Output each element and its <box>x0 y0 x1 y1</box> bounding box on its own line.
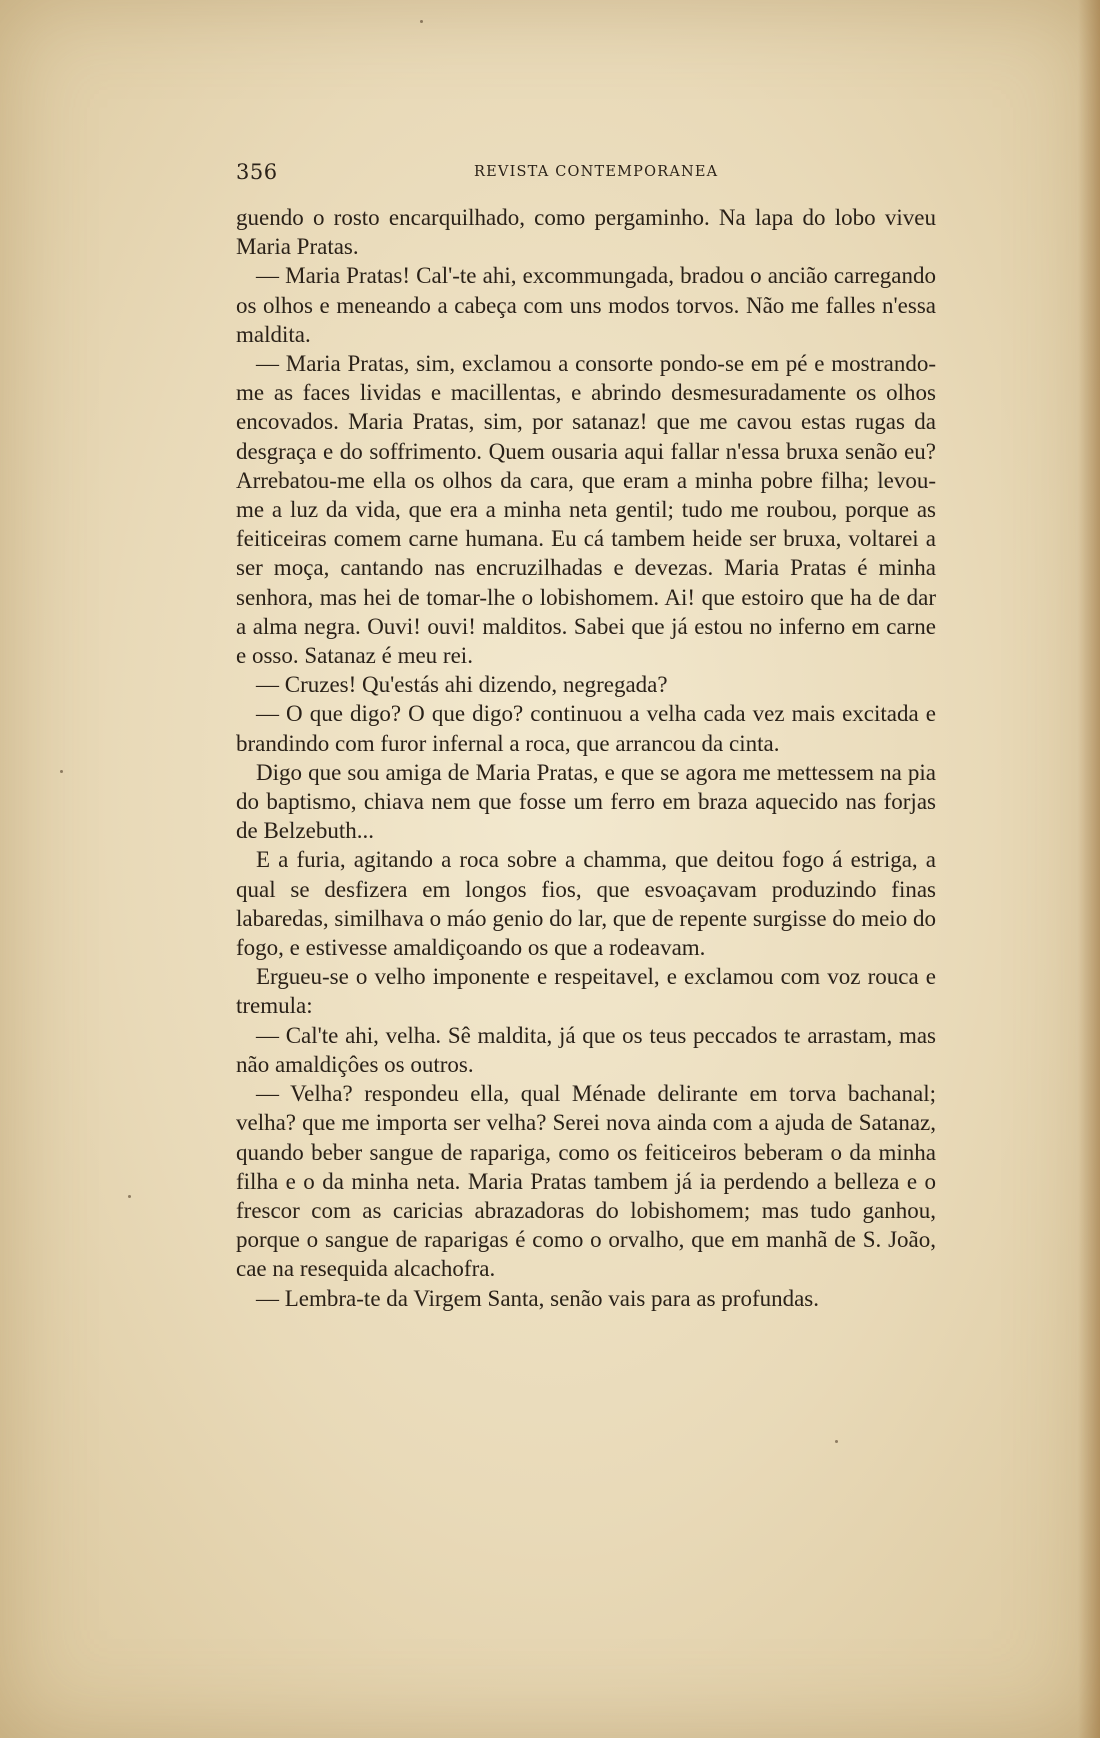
paragraph: — Lembra-te da Virgem Santa, senão vais para as profundas. <box>256 1285 820 1311</box>
paper-speck <box>128 1195 131 1198</box>
paragraph: — Maria Pratas! Cal'-te ahi, excommungada, bradou o ancião carregando os olhos e meneando a cabeça com uns modos torvos. Não me falles n'essa maldita. <box>236 263 936 347</box>
paragraph: — Maria Pratas, sim, exclamou a consorte pondo-se em pé e mostrando-me as faces lividas e macillentas, e abrindo desmesuradamente os olhos encovados. Maria Pratas, sim, por satanaz! que me cavou estas rugas da desgraça e do soffrimento. Quem ousaria aqui fallar n'essa bruxa senão eu? Arrebatou-me ella os olhos da cara, que eram a minha pobre filha; levou-me a luz da vida, que era a minha neta gentil; tudo me roubou, porque as feiticeiras comem carne humana. Eu cá tambem heide ser bruxa, voltarei a ser moça, cantando nas encruzilhadas e devezas. Maria Pratas é minha senhora, mas hei de tomar-lhe o lobishomem. Ai! que estoiro que ha de dar a alma negra. Ouvi! ouvi! malditos. Sabei que já estou no inferno em carne e osso. Satanaz é meu rei. <box>236 351 936 669</box>
paragraph: Digo que sou amiga de Maria Pratas, e que se agora me mettessem na pia do baptismo, chiava nem que fosse um ferro em braza aquecido nas forjas de Belzebuth... <box>236 759 936 844</box>
paper-speck <box>60 770 63 773</box>
running-title: REVISTA CONTEMPORANEA <box>474 164 719 180</box>
paragraph: Ergueu-se o velho imponente e respeitavel, e exclamou com voz rouca e tremula: <box>236 964 936 1019</box>
running-header <box>236 160 936 190</box>
body-text <box>236 203 936 1313</box>
page-edge-stain <box>1078 0 1100 1738</box>
paragraph: guendo o rosto encarquilhado, como pergaminho. Na lapa do lobo viveu Maria Pratas. <box>236 205 936 260</box>
paragraph: — Cruzes! Qu'estás ahi dizendo, negregada? <box>256 672 668 698</box>
paragraph: — Velha? respondeu ella, qual Ménade delirante em torva bachanal; velha? que me importa ser velha? Serei nova ainda com a ajuda de Satanaz, quando beber sangue de rapariga, como os feiticeiros beberam o da minha filha e o da minha neta. Maria Pratas tambem já ia perdendo a belleza e o frescor com as caricias abrazadoras do lobishomem; mas tudo ganhou, porque o sangue de raparigas é como o orvalho, que em manhã de S. João, cae na resequida alcachofra. <box>236 1081 936 1282</box>
page-number: 356 <box>236 160 278 184</box>
paragraph: — Cal'te ahi, velha. Sê maldita, já que os teus peccados te arrastam, mas não amaldiçôes os outros. <box>236 1022 936 1077</box>
paragraph: — O que digo? O que digo? continuou a velha cada vez mais excitada e brandindo com furor infernal a roca, que arrancou da cinta. <box>236 701 936 756</box>
paper-speck <box>420 20 423 23</box>
paragraph: E a furia, agitando a roca sobre a chamma, que deitou fogo á estriga, a qual se desfizera em longos fios, que esvoaçavam produzindo finas labaredas, similhava o máo genio do lar, que de repente surgisse do meio do fogo, e estivesse amaldiçoando os que a rodeavam. <box>236 847 936 961</box>
paper-speck <box>835 1440 838 1443</box>
